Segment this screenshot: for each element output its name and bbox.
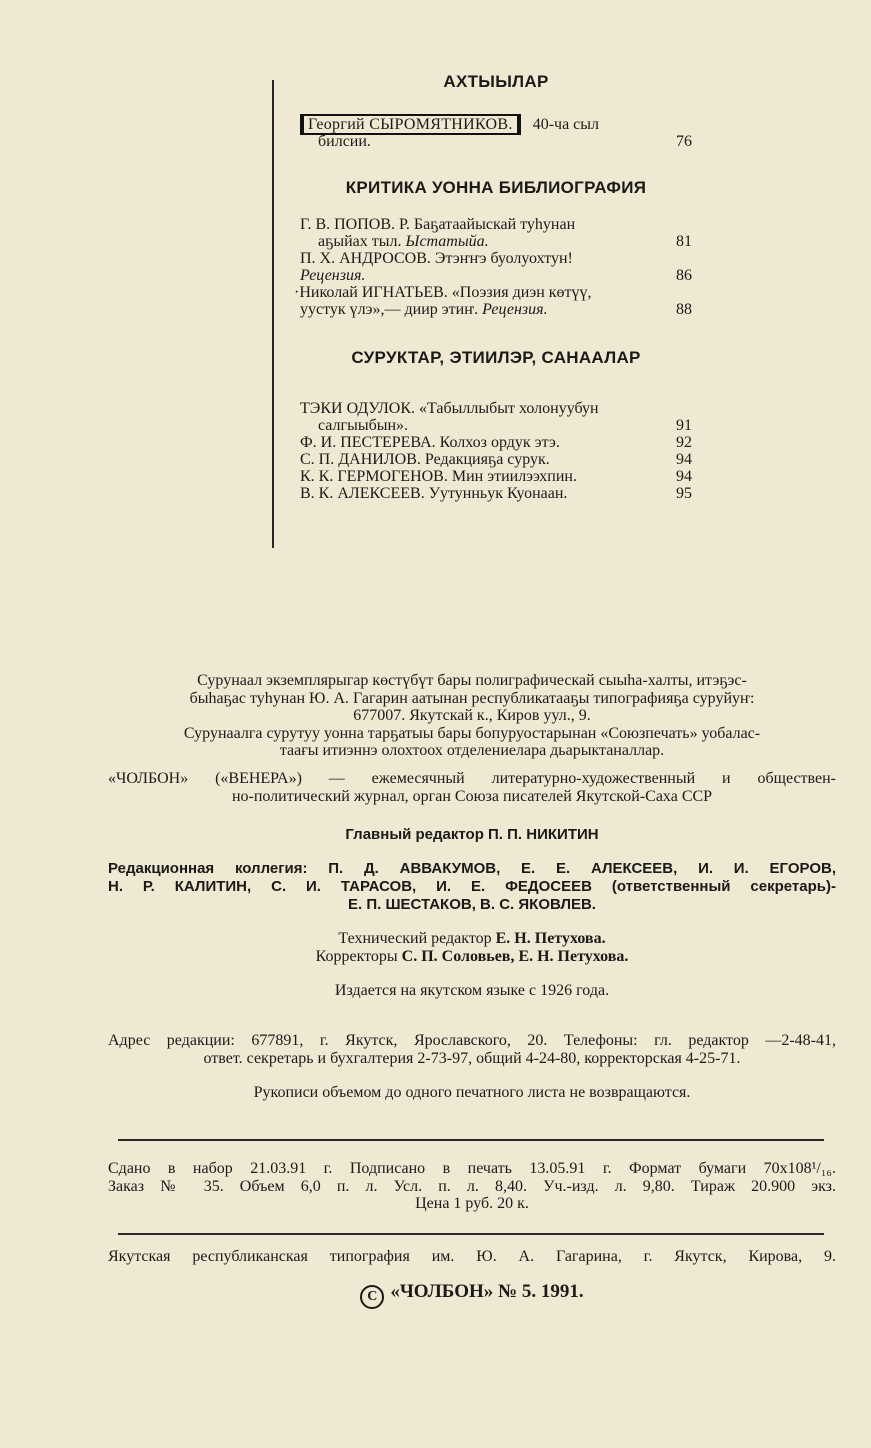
errata-line: 677007. Якутскай к., Киров уул., 9. xyxy=(353,707,591,724)
entry-text: В. К. АЛЕКСЕЕВ. Уутунньук Куонаан. xyxy=(300,485,568,502)
entry-title-cont: аҕыйах тыл. xyxy=(318,233,402,250)
entry-text-cont: салгыыбын». xyxy=(318,417,409,434)
entry-title-cont: билсии. xyxy=(318,133,371,150)
entry-text: К. К. ГЕРМОГЕНОВ. Мин этиилээхпин. xyxy=(300,468,577,485)
toc-entry xyxy=(300,116,692,150)
board-line: Н. Р. КАЛИТИН, С. И. ТАРАСОВ, И. Е. ФЕДОСЕЕВ (ответственный секретарь)- xyxy=(108,878,836,895)
editorial-board xyxy=(108,860,836,914)
section-title-letters: СУРУКТАР, ЭТИИЛЭР, САНААЛАР xyxy=(351,348,641,367)
board-line: Е. П. ШЕСТАКОВ, В. С. ЯКОВЛЕВ. xyxy=(348,896,596,913)
journal-description xyxy=(108,770,836,805)
page-number: 92 xyxy=(676,434,692,451)
toc-entry xyxy=(300,400,692,434)
entry-genre: Ыстатыйа. xyxy=(405,233,489,250)
board-line: Редакционная коллегия: П. Д. АВВАКУМОВ, Е. Е. АЛЕКСЕЕВ, И. И. ЕГОРОВ, xyxy=(108,860,836,877)
toc-entry xyxy=(300,468,692,485)
tech-editor-name: Е. Н. Петухова. xyxy=(495,930,606,947)
errata-line: быһаҕас туһунан Ю. А. Гагарин аатынан республикатааҕы типографияҕа суруйуҥ: xyxy=(189,689,755,707)
tech-editor xyxy=(108,930,836,948)
page-number: 95 xyxy=(676,485,692,502)
divider xyxy=(118,1139,824,1141)
divider xyxy=(118,1233,824,1235)
entry-title-cont: уустук үлэ»,— диир этиҥ. xyxy=(300,301,479,318)
correctors-label: Корректоры xyxy=(315,947,398,965)
toc-entry xyxy=(300,485,692,502)
correctors-names: С. П. Соловьев, Е. Н. Петухова. xyxy=(401,947,629,965)
print-data-line: Заказ № 35. Объем 6,0 п. л. Усл. п. л. 8,40. Уч.-изд. л. 9,80. Тираж 20.900 экз. xyxy=(108,1177,836,1195)
page-number: 94 xyxy=(676,468,692,485)
entry-title: Этэҥҥэ буолуохтун! xyxy=(434,250,573,267)
entry-text: С. П. ДАНИЛОВ. Редакцияҕа сурук. xyxy=(300,451,550,468)
tech-editor-label: Технический редактор xyxy=(338,930,492,947)
page-number: 86 xyxy=(676,267,692,284)
section-title-prose: АХТЫЫЛАР xyxy=(443,72,549,91)
entry-text: Ф. И. ПЕСТЕРЕВА. Колхоз ордук этэ. xyxy=(300,434,560,451)
subscription-line: Сурунаалга сурутуу уонна тарҕатыы бары бопуруостарынан «Союзпечать» уобалас- xyxy=(183,724,761,742)
page-number: 81 xyxy=(676,233,692,250)
address-line: ответ. секретарь и бухгалтерия 2-73-97, общий 4-24-80, корректорская 4-25-71. xyxy=(203,1049,741,1067)
section-title-criticism: КРИТИКА УОННА БИБЛИОГРАФИЯ xyxy=(345,178,647,197)
toc-entry xyxy=(294,284,692,318)
errata-line: Сурунаал экземплярыгар көстүбүт бары полиграфическай сыыһа-халты, итэҕэс- xyxy=(197,672,747,689)
address-line: Адрес редакции: 677891, г. Якутск, Ярославского, 20. Телефоны: гл. редактор —2-48-41, xyxy=(108,1032,836,1049)
errata-note xyxy=(108,672,836,760)
page-number: 91 xyxy=(676,417,692,434)
copyright-icon: C xyxy=(360,1285,384,1309)
entry-title: 40-ча сыл xyxy=(532,116,599,133)
toc-entry xyxy=(300,250,692,284)
entry-title: «Поэзия диэн көтүү, xyxy=(451,284,592,301)
page-number: 76 xyxy=(676,133,692,150)
correctors xyxy=(108,948,836,966)
chief-editor: Главный редактор П. П. НИКИТИН xyxy=(345,826,599,843)
table-of-contents xyxy=(294,72,692,502)
toc-entry xyxy=(300,451,692,468)
entry-title: Р. Баҕатаайыскай туһунан xyxy=(399,216,576,233)
address xyxy=(108,1032,836,1067)
toc-entry xyxy=(300,434,692,451)
framed-author: Георгий СЫРОМЯТНИКОВ. xyxy=(300,114,521,135)
subscription-line: таағы итиэннэ олохтоох отделениелара дьарыктаналлар. xyxy=(279,742,665,759)
copyright xyxy=(108,1281,836,1309)
printer: Якутская республиканская типография им. Ю. А. Гагарина, г. Якутск, Кирова, 9. xyxy=(108,1248,836,1265)
staff xyxy=(108,930,836,965)
entry-genre: Рецензия. xyxy=(300,267,366,284)
language-note: Издается на якутском языке с 1926 года. xyxy=(334,982,610,999)
manuscripts-note: Рукописи объемом до одного печатного листа не возвращаются. xyxy=(253,1084,691,1101)
entry-author: Г. В. ПОПОВ. xyxy=(300,216,396,233)
vertical-rule xyxy=(272,80,274,548)
page-number: 94 xyxy=(676,451,692,468)
entry-author: ·Николай ИГНАТЬЕВ. xyxy=(294,284,448,301)
journal-line: но-политический журнал, орган Союза писателей Якутской-Саха ССР xyxy=(231,787,713,805)
print-data-line: Сдано в набор 21.03.91 г. Подписано в печать 13.05.91 г. Формат бумаги 70x108¹/₁₆. xyxy=(108,1160,836,1177)
toc-entry xyxy=(300,216,692,250)
journal-line: «ЧОЛБОН» («ВЕНЕРА») — ежемесячный литературно-художественный и обществен- xyxy=(108,770,836,787)
entry-author: П. Х. АНДРОСОВ. xyxy=(300,250,431,267)
price: Цена 1 руб. 20 к. xyxy=(415,1195,529,1212)
print-data xyxy=(108,1160,836,1213)
entry-text: ТЭКИ ОДУЛОК. «Табыллыбыт холонуубун xyxy=(300,400,599,417)
page-number: 88 xyxy=(676,301,692,318)
entry-genre: Рецензия. xyxy=(482,301,548,318)
copyright-text: «ЧОЛБОН» № 5. 1991. xyxy=(390,1281,584,1302)
